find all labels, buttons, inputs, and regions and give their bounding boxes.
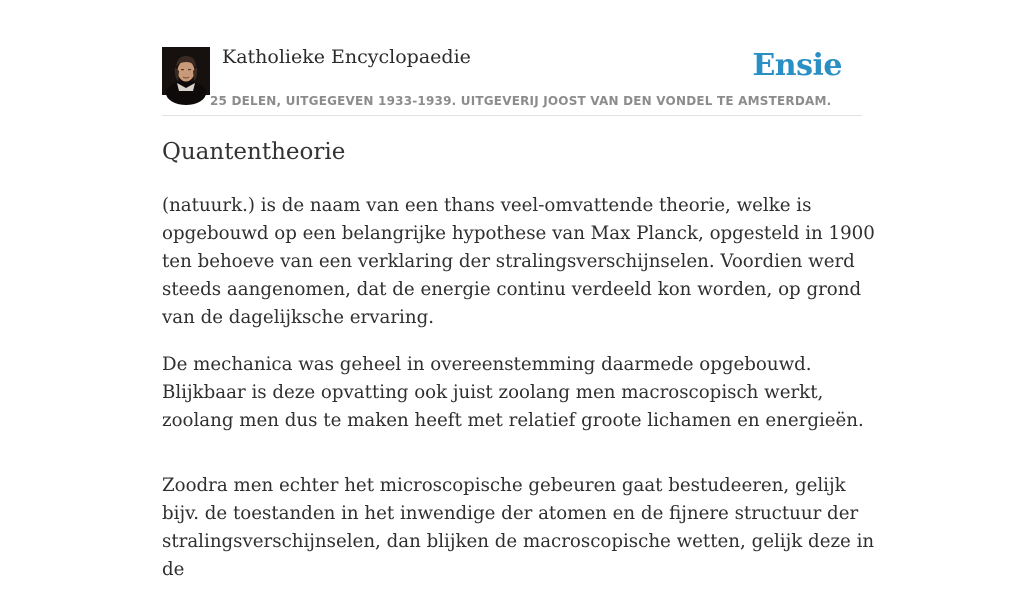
source-header bbox=[162, 44, 862, 116]
article-body bbox=[162, 192, 882, 603]
article-paragraph: (natuurk.) is de naam van een thans veel-omvattende theorie, welke is opgebouwd op een belangrijke hypothese van Max Planck, opgesteld in 1900 ten behoeve van een verklaring der stralingsverschijnselen. Voordien werd steeds aangenomen, dat de energie continu verdeeld kon worden, op grond van de dagelijksche ervaring. bbox=[162, 195, 875, 328]
article-paragraph: Zoodra men echter het microscopische gebeuren gaat bestudeeren, gelijk bijv. de toestanden in het inwendige der atomen en de fijnere structuur der stralingsverschijnselen, dan blijken de macroscopische wetten, gelijk deze in de bbox=[162, 475, 875, 580]
article-paragraph: De mechanica was geheel in overeenstemming daarmede opgebouwd. Blijkbaar is deze opvatting ook juist zoolang men macroscopisch werkt, zoolang men dus te maken heeft met relatief groote lichamen en energieën. bbox=[162, 354, 864, 431]
ensie-logo[interactable]: Ensie bbox=[752, 48, 842, 83]
article-title: Quantentheorie bbox=[162, 139, 346, 165]
portrait-icon[interactable] bbox=[162, 47, 210, 95]
source-name[interactable]: Katholieke Encyclopaedie bbox=[222, 46, 471, 68]
source-tagline: 25 DELEN, UITGEGEVEN 1933-1939. UITGEVERIJ JOOST VAN DEN VONDEL TE AMSTERDAM. bbox=[210, 94, 832, 108]
